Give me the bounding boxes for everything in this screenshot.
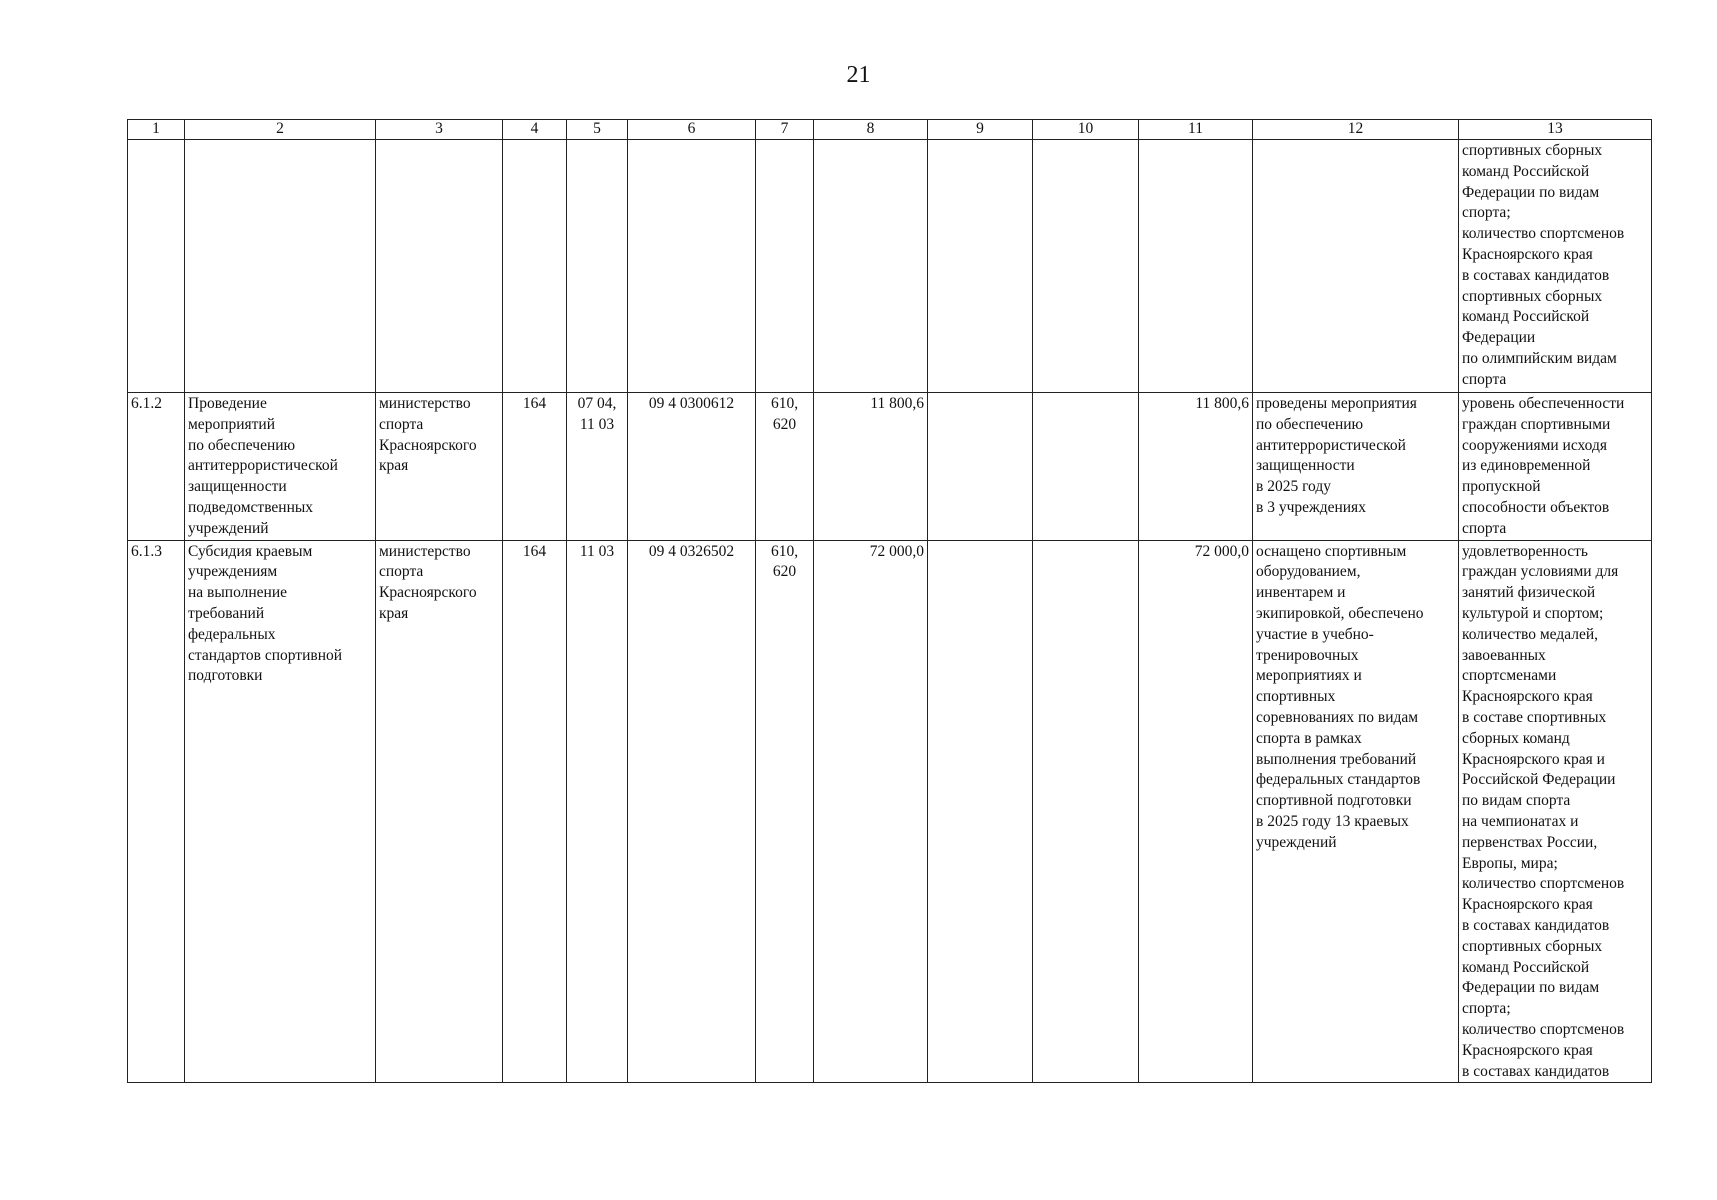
text-line: края bbox=[379, 604, 409, 622]
text-line: Красноярского края bbox=[1462, 688, 1593, 706]
text-line: стандартов спортивной bbox=[188, 646, 343, 664]
text-line: 07 04, bbox=[577, 395, 617, 412]
text-line: экипировкой, обеспечено bbox=[1256, 604, 1424, 622]
cell-col9 bbox=[928, 393, 1033, 541]
text-line: в составах кандидатов bbox=[1462, 916, 1610, 934]
cell-empty bbox=[185, 140, 376, 393]
text-line: способности объектов bbox=[1462, 498, 1610, 516]
text-line: пропускной bbox=[1462, 478, 1541, 496]
text-line: спорта bbox=[379, 563, 424, 581]
text-line: по обеспечению bbox=[188, 436, 296, 454]
text-line: 620 bbox=[772, 563, 797, 581]
column-header: 4 bbox=[503, 120, 567, 140]
cell-activity-name bbox=[185, 540, 376, 1083]
text-line: сборных команд bbox=[1462, 729, 1570, 747]
text-line: в составе спортивных bbox=[1462, 708, 1607, 726]
text-line: в составах кандидатов bbox=[1462, 1062, 1610, 1080]
cell-amount: 72 000,0 bbox=[814, 540, 928, 1083]
cell-empty bbox=[376, 140, 503, 393]
cell-csr: 09 4 0300612 bbox=[628, 393, 756, 541]
text-line: спортивной подготовки bbox=[1256, 792, 1412, 810]
text-line: Субсидия краевым bbox=[188, 542, 313, 560]
column-header: 10 bbox=[1033, 120, 1139, 140]
cell-activity-name bbox=[185, 393, 376, 541]
text-line: антитеррористической bbox=[188, 457, 338, 475]
cell-empty bbox=[503, 140, 567, 393]
column-header: 13 bbox=[1459, 120, 1652, 140]
cell-empty bbox=[1033, 140, 1139, 393]
cell-grbs: 164 bbox=[503, 393, 567, 541]
text-line: Красноярского края bbox=[1462, 245, 1593, 263]
text-line: команд Российской bbox=[1462, 308, 1590, 326]
text-line: 610, bbox=[770, 542, 799, 560]
cell-executor bbox=[376, 393, 503, 541]
text-line: требований bbox=[188, 604, 265, 622]
cell-empty bbox=[628, 140, 756, 393]
text-line: соревнованиях по видам bbox=[1256, 708, 1419, 726]
text-line: спорта bbox=[1462, 519, 1507, 537]
text-line: тренировочных bbox=[1256, 646, 1359, 664]
text-line: спорта; bbox=[1462, 1000, 1511, 1018]
text-line: министерство bbox=[379, 542, 471, 560]
text-line: Проведение bbox=[188, 395, 267, 412]
cell-indicator bbox=[1459, 140, 1652, 393]
text-line: культурой и спортом; bbox=[1462, 604, 1604, 622]
cell-col9 bbox=[928, 540, 1033, 1083]
text-line: количество медалей, bbox=[1462, 625, 1599, 643]
text-line: в 2025 году 13 краевых bbox=[1256, 812, 1409, 830]
text-line: Российской Федерации bbox=[1462, 771, 1616, 789]
text-line: спорта bbox=[1462, 370, 1507, 388]
text-line: Красноярского края bbox=[1462, 896, 1593, 914]
text-line: спортивных bbox=[1256, 688, 1336, 706]
text-line: оборудованием, bbox=[1256, 563, 1361, 581]
text-line: в 3 учреждениях bbox=[1256, 498, 1366, 516]
column-header: 3 bbox=[376, 120, 503, 140]
text-line: спорта; bbox=[1462, 204, 1511, 222]
text-line: края bbox=[379, 457, 409, 475]
cell-result bbox=[1253, 540, 1459, 1083]
text-line: учреждений bbox=[188, 519, 269, 537]
text-line: первенствах России, bbox=[1462, 833, 1598, 851]
cell-csr: 09 4 0326502 bbox=[628, 540, 756, 1083]
text-line: Красноярского края и bbox=[1462, 750, 1605, 768]
cell-grbs: 164 bbox=[503, 540, 567, 1083]
text-line: спортивных сборных bbox=[1462, 937, 1603, 955]
cell-total: 11 800,6 bbox=[1139, 393, 1253, 541]
cell-total: 72 000,0 bbox=[1139, 540, 1253, 1083]
column-header: 12 bbox=[1253, 120, 1459, 140]
text-line: Красноярского bbox=[379, 436, 477, 454]
text-line: на чемпионатах и bbox=[1462, 812, 1579, 830]
text-line: защищенности bbox=[188, 478, 287, 496]
text-line: подведомственных bbox=[188, 498, 314, 516]
cell-executor bbox=[376, 540, 503, 1083]
text-line: оснащено спортивным bbox=[1256, 542, 1407, 560]
table-row-continued bbox=[128, 140, 1652, 393]
text-line: министерство bbox=[379, 395, 471, 412]
text-line: удовлетворенность bbox=[1462, 542, 1588, 560]
text-line: антитеррористической bbox=[1256, 436, 1406, 454]
text-line: количество спортсменов bbox=[1462, 225, 1625, 243]
text-line: мероприятиях и bbox=[1256, 667, 1362, 685]
table-row-6-1-2 bbox=[128, 393, 1652, 541]
text-line: федеральных стандартов bbox=[1256, 771, 1421, 789]
text-line: граждан условиями для bbox=[1462, 563, 1619, 581]
cell-col10 bbox=[1033, 540, 1139, 1083]
text-line: Красноярского края bbox=[1462, 1041, 1593, 1059]
column-header: 8 bbox=[814, 120, 928, 140]
text-line: на выполнение bbox=[188, 584, 288, 602]
text-line: по обеспечению bbox=[1256, 415, 1364, 433]
text-line: из единовременной bbox=[1462, 457, 1591, 475]
text-line: уровень обеспеченности bbox=[1462, 395, 1625, 412]
text-line: защищенности bbox=[1256, 457, 1355, 475]
text-line: учреждениям bbox=[188, 563, 278, 581]
text-line: 620 bbox=[772, 415, 797, 433]
text-line: проведены мероприятия bbox=[1256, 395, 1417, 412]
text-line: сооружениями исходя bbox=[1462, 436, 1608, 454]
text-line: граждан спортивными bbox=[1462, 415, 1611, 433]
cell-empty bbox=[1253, 140, 1459, 393]
cell-number: 6.1.3 bbox=[128, 540, 185, 1083]
cell-empty bbox=[128, 140, 185, 393]
text-line: команд Российской bbox=[1462, 162, 1590, 180]
column-header: 5 bbox=[567, 120, 628, 140]
text-line: Федерации bbox=[1462, 329, 1536, 347]
text-line: участие в учебно- bbox=[1256, 625, 1374, 643]
text-line: Федерации по видам bbox=[1462, 183, 1600, 201]
cell-rzpr bbox=[567, 393, 628, 541]
text-line: 11 03 bbox=[579, 415, 615, 433]
cell-indicator bbox=[1459, 540, 1652, 1083]
text-line: спортивных сборных bbox=[1462, 287, 1603, 305]
text-line: занятий физической bbox=[1462, 584, 1596, 602]
text-line: 610, bbox=[770, 395, 799, 412]
column-header: 2 bbox=[185, 120, 376, 140]
text-line: Красноярского bbox=[379, 584, 477, 602]
column-number-row bbox=[128, 120, 1652, 140]
text-line: выполнения требований bbox=[1256, 750, 1417, 768]
cell-vr bbox=[756, 540, 814, 1083]
text-line: по видам спорта bbox=[1462, 792, 1571, 810]
column-header: 7 bbox=[756, 120, 814, 140]
text-line: спортивных сборных bbox=[1462, 142, 1603, 159]
page-number: 21 bbox=[846, 62, 871, 88]
text-line: подготовки bbox=[188, 667, 263, 685]
text-line: команд Российской bbox=[1462, 958, 1590, 976]
cell-amount: 11 800,6 bbox=[814, 393, 928, 541]
text-line: федеральных bbox=[188, 625, 276, 643]
text-line: спорта bbox=[379, 415, 424, 433]
cell-empty bbox=[1139, 140, 1253, 393]
text-line: Федерации по видам bbox=[1462, 979, 1600, 997]
cell-indicator bbox=[1459, 393, 1652, 541]
text-line: завоеванных bbox=[1462, 646, 1546, 664]
text-line: количество спортсменов bbox=[1462, 1020, 1625, 1038]
cell-empty bbox=[814, 140, 928, 393]
program-activities-table bbox=[127, 119, 1652, 1083]
cell-vr bbox=[756, 393, 814, 541]
column-header: 1 bbox=[128, 120, 185, 140]
text-line: по олимпийским видам bbox=[1462, 349, 1617, 367]
text-line: спорта в рамках bbox=[1256, 729, 1362, 747]
text-line: 11 03 bbox=[579, 542, 615, 560]
text-line: количество спортсменов bbox=[1462, 875, 1625, 893]
cell-empty bbox=[567, 140, 628, 393]
text-line: в 2025 году bbox=[1256, 478, 1331, 496]
column-header: 6 bbox=[628, 120, 756, 140]
table-row-6-1-3 bbox=[128, 540, 1652, 1083]
column-header: 11 bbox=[1139, 120, 1253, 140]
text-line: учреждений bbox=[1256, 833, 1337, 851]
text-line: спортсменами bbox=[1462, 667, 1557, 685]
text-line: инвентарем и bbox=[1256, 584, 1346, 602]
cell-col10 bbox=[1033, 393, 1139, 541]
text-line: мероприятий bbox=[188, 415, 276, 433]
cell-empty bbox=[928, 140, 1033, 393]
cell-result bbox=[1253, 393, 1459, 541]
text-line: Европы, мира; bbox=[1462, 854, 1558, 872]
text-line: в составах кандидатов bbox=[1462, 266, 1610, 284]
cell-rzpr bbox=[567, 540, 628, 1083]
cell-empty bbox=[756, 140, 814, 393]
cell-number: 6.1.2 bbox=[128, 393, 185, 541]
column-header: 9 bbox=[928, 120, 1033, 140]
